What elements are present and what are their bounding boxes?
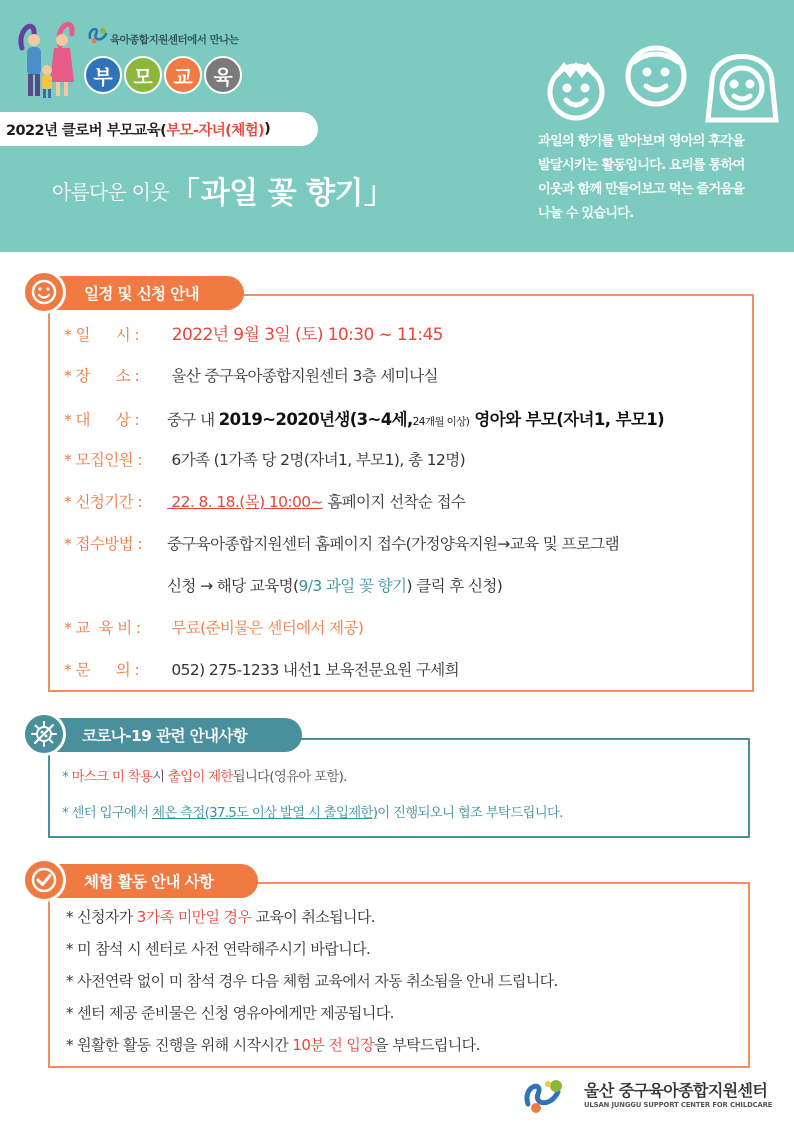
row-period: [64, 490, 465, 512]
activity-line-4: * 센터 제공 준비물은 신청 영유아에게만 제공됩니다.: [66, 1004, 394, 1022]
covid-line2-link[interactable]: 체온 측정(37.5도 이상 발열 시 출입제한): [152, 806, 378, 821]
activity-line1-red: 3가족 미만일 경우: [136, 908, 252, 926]
activity-line-2: * 미 참석 시 센터로 사전 연락해주시기 바랍니다.: [66, 940, 371, 958]
covid-line1-red: 마스크 미 착용: [71, 770, 153, 785]
capacity-label: * 모집인원 :: [64, 451, 142, 469]
contact-value: 052) 275-1233 내선1 보육전문요원 구세희: [167, 661, 460, 679]
smiling-faces-icon: [544, 30, 784, 130]
method-line2-a: 신청 → 해당 교육명(: [167, 577, 299, 595]
center-logo-icon: [86, 24, 110, 46]
covid-heading-pill: [44, 718, 302, 752]
title-char-2: 모: [124, 56, 162, 94]
covid-box: [48, 738, 750, 838]
covid-heading: 코로나-19 관련 안내사항: [82, 727, 248, 745]
main-title-pre: 아름다운 이웃: [52, 179, 169, 204]
title-char-4: 육: [204, 56, 242, 94]
covid-line2-end: 이 진행되오니 협조 부탁드립니다.: [377, 806, 563, 821]
covid-line-1: [62, 766, 347, 785]
date-label: * 일 시 :: [64, 326, 140, 344]
method-line2-c: ) 클릭 후 신청): [406, 577, 503, 595]
place-value: 울산 중구육아종합지원센터 3층 세미나실: [167, 367, 438, 385]
row-contact: [64, 658, 459, 680]
title-char-3: 교: [164, 56, 202, 94]
covid-line-2: [62, 802, 563, 821]
header-banner: [0, 0, 794, 252]
contact-label: * 문 의 :: [64, 661, 140, 679]
program-highlight: 부모-자녀(체험): [166, 122, 265, 139]
date-value: 2022년 9월 3일 (토) 10:30 ~ 11:45: [167, 325, 443, 345]
main-title-name: 과일 꽃 향기: [200, 176, 363, 211]
capacity-value: 6가족 (1가족 당 2명(자녀1, 부모1), 총 12명): [167, 451, 466, 469]
period-value-link[interactable]: 22. 8. 18.(목) 10:00~: [167, 493, 323, 511]
row-method: [64, 532, 619, 554]
program-prefix: 2022년 클로버 부모교육(: [6, 122, 167, 139]
activity-line-1: [66, 906, 375, 927]
period-value-rest: 홈페이지 선착순 접수: [322, 493, 466, 511]
covid-line1-end: 됩니다(영유아 포함).: [232, 770, 347, 785]
target-value-b: 2019~2020년생(3~4세,: [218, 410, 413, 429]
covid-line1-star: *: [62, 770, 72, 785]
place-label: * 장 소 :: [64, 367, 140, 385]
target-value-a: 중구 내: [167, 411, 219, 429]
schedule-heading-pill: [44, 276, 244, 310]
row-fee: [64, 616, 363, 638]
target-value-d: 영아와 부모(자녀1, 부모1): [469, 410, 665, 429]
desc-line: 과일의 향기를 맡아보며 영아의 후각을: [538, 134, 745, 149]
main-title-open-quote: 「: [169, 176, 200, 211]
activity-line1-a: * 신청자가: [66, 908, 137, 926]
covid-line1-red2: 출입이 제한: [167, 770, 233, 785]
title-badges: [84, 56, 242, 94]
activity-line-3: * 사전연락 없이 미 참석 경우 다음 체험 교육에서 자동 취소됨을 안내 드립니다.: [66, 972, 558, 990]
program-suffix: ): [264, 121, 271, 137]
activity-line5-b: 을 부탁드립니다.: [374, 1036, 480, 1054]
target-value-c: 24개월 이상): [412, 416, 470, 428]
main-title: [52, 168, 395, 212]
row-place: [64, 364, 438, 386]
method-label: * 접수방법 :: [64, 535, 142, 553]
center-logo-icon: [520, 1074, 570, 1116]
row-capacity: [64, 448, 465, 470]
desc-line: 이웃과 함께 만들어보고 먹는 즐거움을: [538, 182, 745, 197]
method-line2-b: 9/3 과일 꽃 향기: [298, 577, 407, 595]
row-target: [64, 406, 664, 430]
activity-heading-pill: [44, 864, 258, 898]
check-icon: [22, 858, 66, 902]
row-date: [64, 320, 443, 345]
footer-center-english: ULSAN JUNGGU SUPPORT CENTER FOR CHILDCARE: [584, 1101, 773, 1109]
activity-line5-red: 10분 전 입장: [292, 1036, 375, 1054]
schedule-heading: 일정 및 신청 안내: [84, 285, 200, 303]
brand-tagline: 육아종합지원센터에서 만나는: [110, 34, 239, 46]
fee-value: 무료(준비물은 센터에서 제공): [167, 619, 364, 637]
activity-heading: 체험 활동 안내 사항: [84, 873, 214, 891]
row-method-cont: [167, 574, 502, 596]
covid-line2-pre: * 센터 입구에서: [62, 806, 153, 821]
activity-line5-a: * 원활한 활동 진행을 위해 시작시간: [66, 1036, 293, 1054]
covid-line1-mid: 시: [152, 770, 168, 785]
header-description: [538, 130, 788, 226]
activity-line-5: [66, 1034, 480, 1055]
activity-line1-b: 교육이 취소됩니다.: [251, 908, 375, 926]
desc-line: 발달시키는 활동입니다. 요리를 통하여: [538, 158, 745, 173]
smiley-icon: [22, 270, 66, 314]
target-label: * 대 상 :: [64, 411, 140, 429]
program-tag: [0, 112, 318, 146]
virus-icon: [22, 712, 66, 756]
desc-line: 나눌 수 있습니다.: [538, 206, 634, 221]
footer-center-name: 울산 중구육아종합지원센터: [584, 1081, 768, 1100]
method-line1: 중구육아종합지원센터 홈페이지 접수(가정양육지원→교육 및 프로그램: [167, 535, 619, 553]
title-char-1: 부: [84, 56, 122, 94]
main-title-close-quote: 」: [363, 176, 394, 211]
family-illustration-icon: [14, 10, 80, 102]
fee-label: * 교 육 비 :: [64, 619, 141, 637]
period-label: * 신청기간 :: [64, 493, 142, 511]
